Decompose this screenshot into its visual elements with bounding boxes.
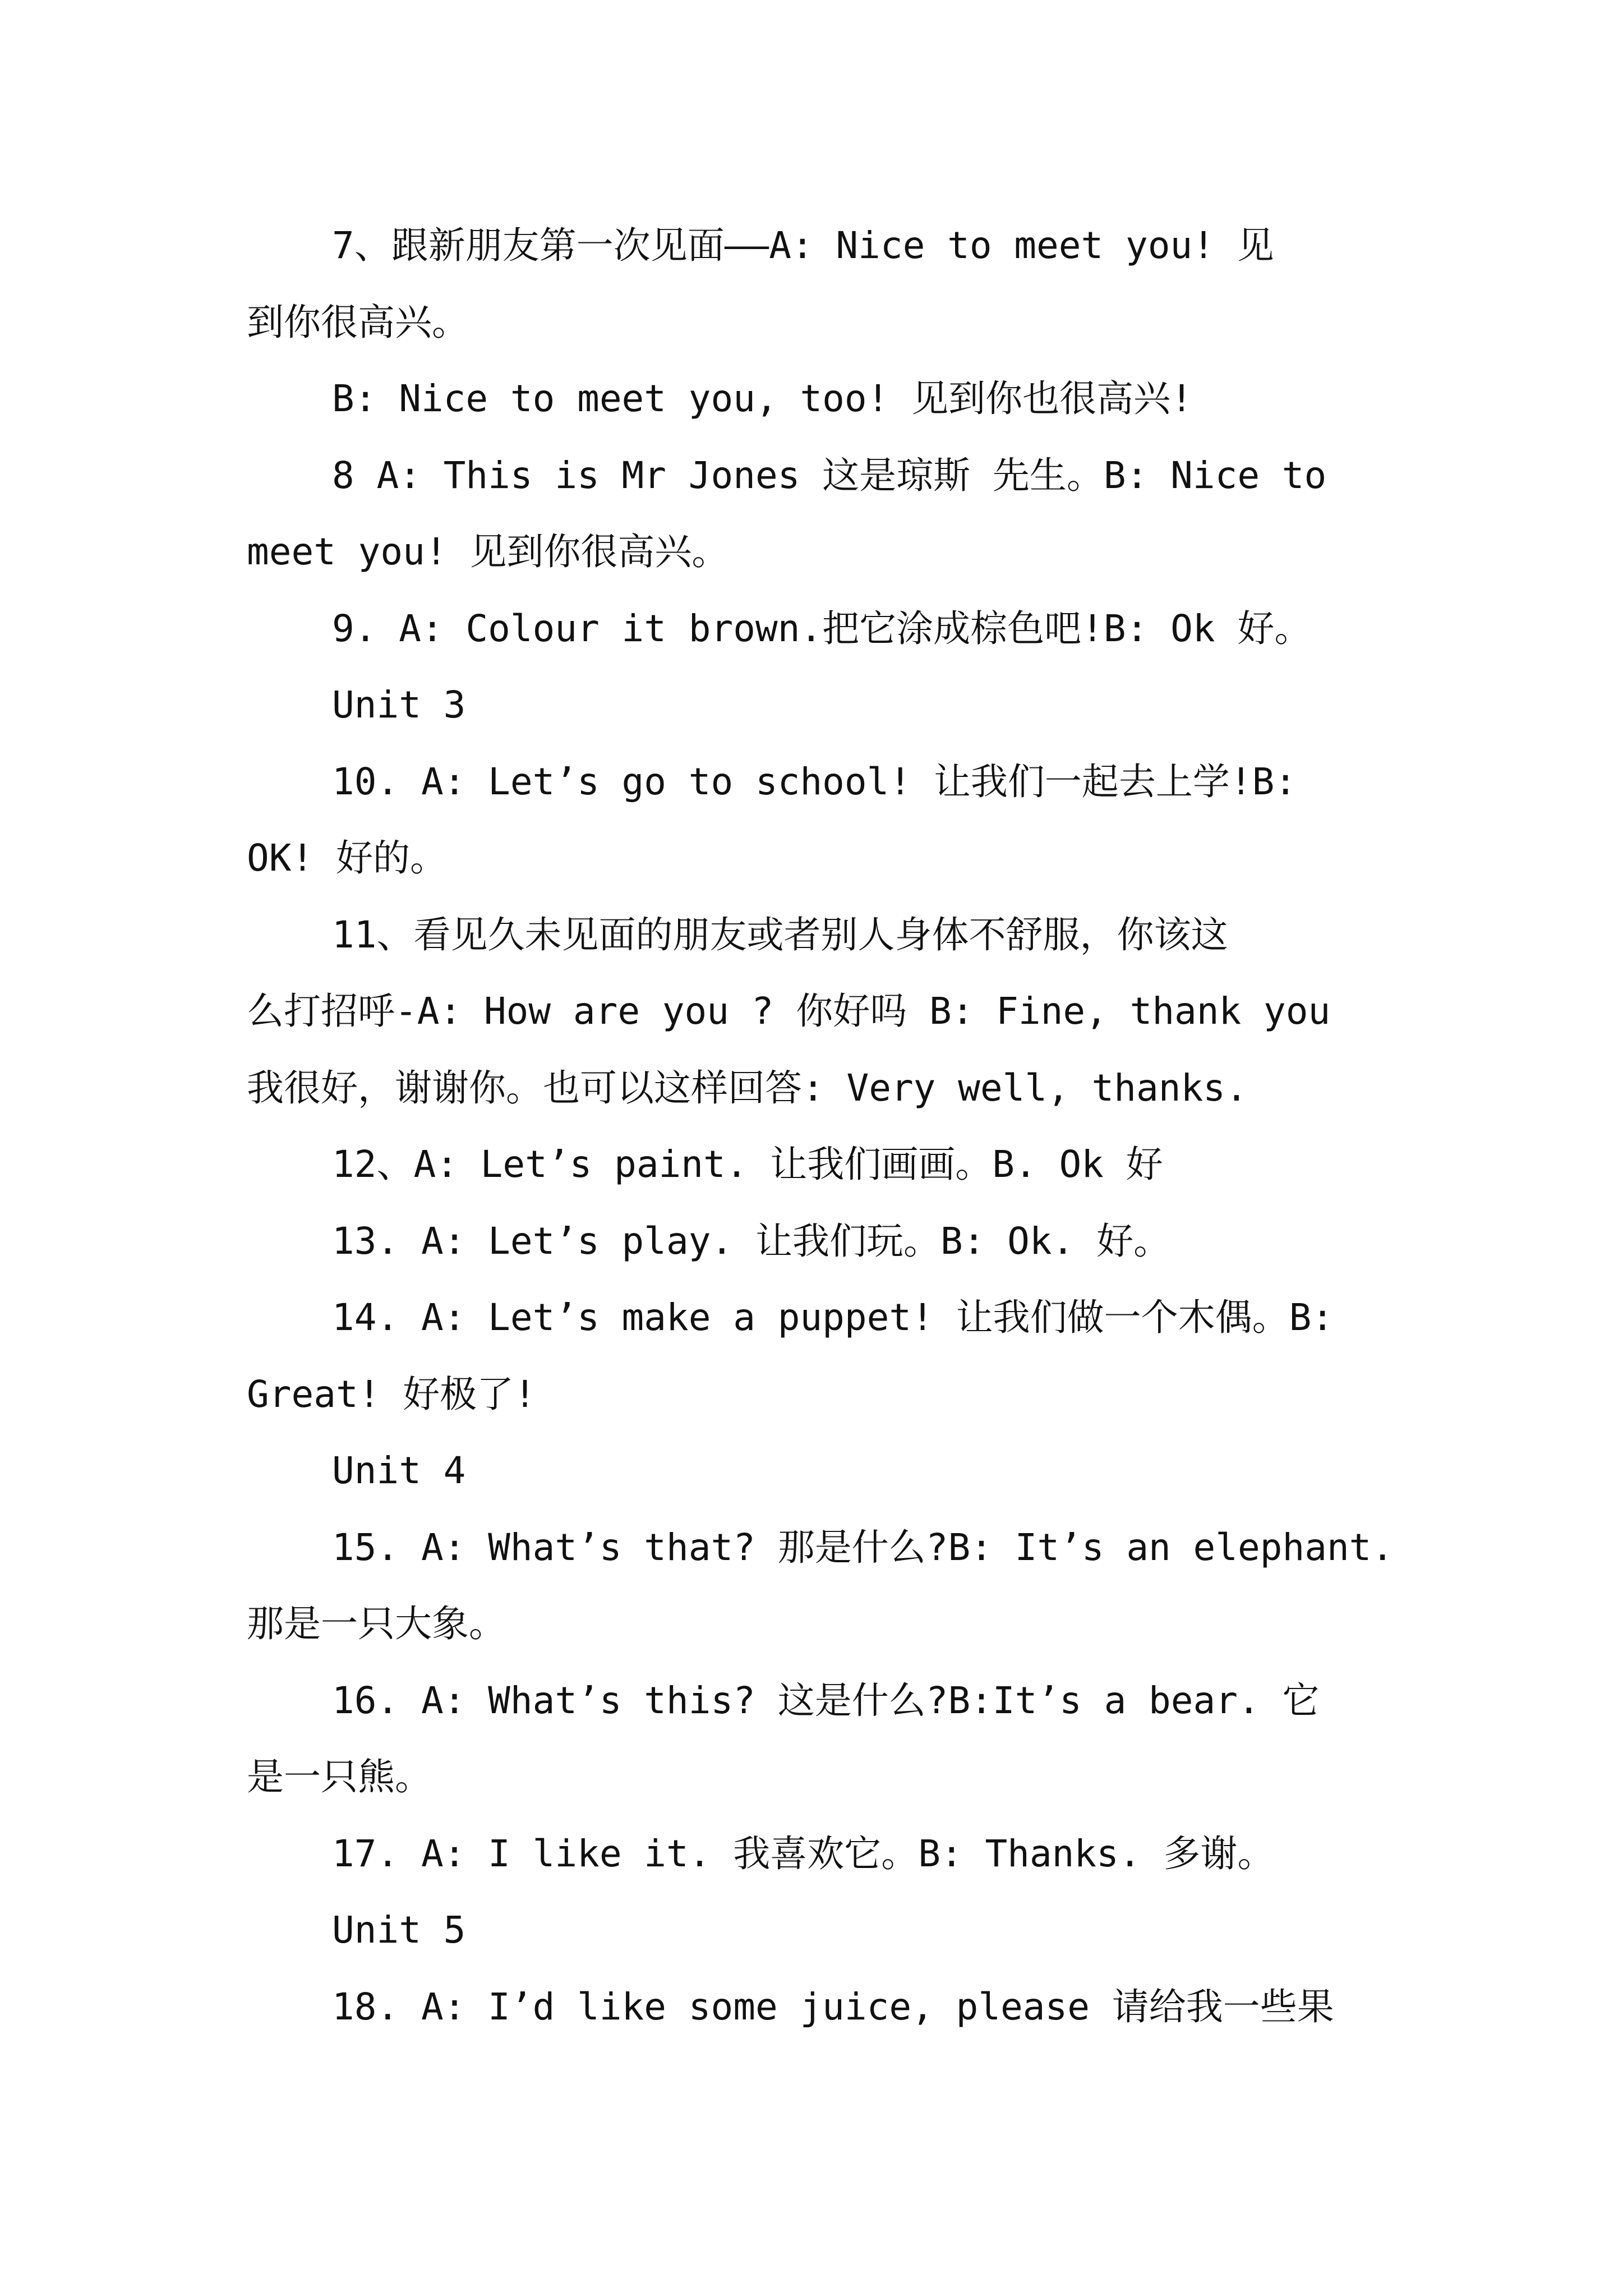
text-line: 11、看见久未见面的朋友或者别人身体不舒服，你该这 [332, 913, 1228, 956]
unit-heading: Unit 5 [332, 1908, 466, 1952]
text-line: 13. A: Let’s play. 让我们玩。B: Ok. 好。 [332, 1219, 1171, 1263]
text-line: 18. A: I’d like some juice, please 请给我一些果 [332, 1985, 1334, 2028]
text-line: OK! 好的。 [247, 836, 447, 880]
text-line: 10. A: Let’s go to school! 让我们一起去上学!B: [332, 760, 1297, 803]
unit-heading: Unit 4 [332, 1449, 466, 1492]
text-line: 7、跟新朋友第一次见面——A: Nice to meet you! 见 [332, 224, 1274, 267]
text-line: 9. A: Colour it brown.把它涂成棕色吧!B: Ok 好。 [332, 606, 1312, 650]
text-line: 8 A: This is Mr Jones 这是琼斯 先生。B: Nice to [332, 453, 1327, 497]
text-line: 12、A: Let’s paint. 让我们画画。B. Ok 好 [332, 1143, 1163, 1186]
text-line: Great! 好极了! [247, 1372, 536, 1416]
text-line: B: Nice to meet you, too! 见到你也很高兴! [332, 377, 1193, 420]
text-line: 是一只熊。 [247, 1755, 432, 1798]
text-line: 14. A: Let’s make a puppet! 让我们做一个木偶。B: [332, 1296, 1334, 1339]
text-line: 那是一只大象。 [247, 1602, 506, 1645]
text-line: 到你很高兴。 [247, 300, 469, 344]
text-line: 16. A: What’s this? 这是什么?B:It’s a bear. 它 [332, 1678, 1320, 1722]
text-line: 15. A: What’s that? 那是什么?B: It’s an elephant. [332, 1525, 1394, 1569]
unit-heading: Unit 3 [332, 683, 466, 726]
document-page [247, 208, 1394, 2045]
text-line: 我很好，谢谢你。也可以这样回答: Very well, thanks. [247, 1066, 1248, 1110]
text-line: meet you! 见到你很高兴。 [247, 530, 729, 573]
text-line: 么打招呼-A: How are you ? 你好吗 B: Fine, thank you [247, 990, 1331, 1033]
text-line: 17. A: I like it. 我喜欢它。B: Thanks. 多谢。 [332, 1832, 1275, 1875]
